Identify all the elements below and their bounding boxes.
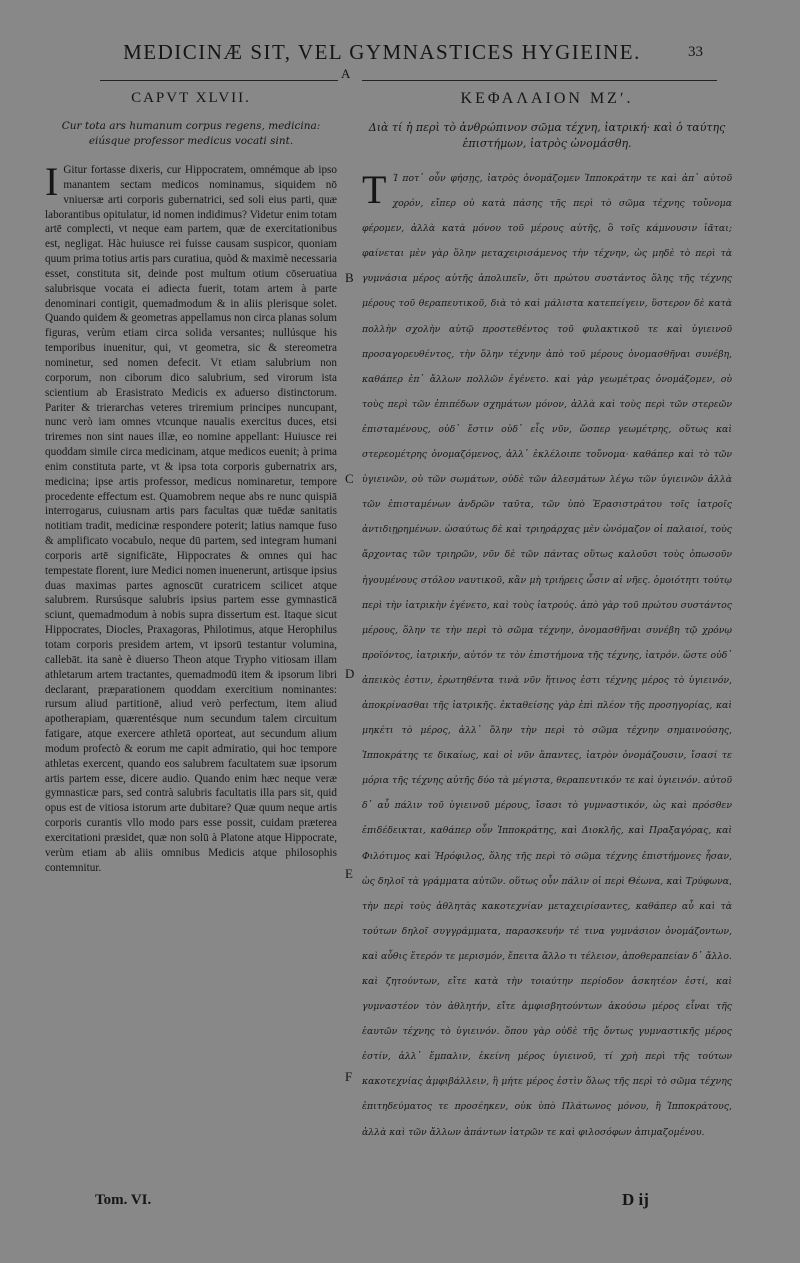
page-number: 33 <box>688 44 703 60</box>
greek-chapter-summary: Διὰ τί ἡ περὶ τὸ ἀνθρώπινον σῶμα τέχνη, ἰατρική· καὶ ὁ ταύτης ἐπιστήμων, ἰατρὸς ὠνομάσθη. <box>368 121 726 150</box>
margin-marker-a: A <box>341 66 351 81</box>
running-head: MEDICINÆ SIT, VEL GYMNASTICES HYGIEINE. <box>123 40 641 64</box>
latin-column <box>45 90 337 876</box>
header-rule-left <box>100 80 338 81</box>
latin-drop-capital: I <box>45 159 59 204</box>
latin-chapter-summary: Cur tota ars humanum corpus regens, medicina: eiúsque professor medicus vocati sint. <box>61 120 321 147</box>
latin-chapter-heading: CAPVT XLVII. <box>131 90 251 106</box>
latin-paragraph: Gitur fortasse dixeris, cur Hippocratem, omnémque ab ipso manantem sectam medicos nominamus, siquidem nō vniuersæ arti corporis gubernatrici, sed soli eius parti, quæ laborantibus opitulatur, id nomen indidimus? Videtur enim totam artē complecti, vt neque eam partem, quæ de exercitationibus est, negligat. Hàc huiusce rei fuisse causam suspicor, quoniam quum prima totius artis pars curatiua, quòd & maximè necessaria esset, constituta sit, deinde post multum otium cōseruatiua salubrisque vocata ei adiecta fuerit, totam artem à parte denominari contigit, quemadmodum & in aliis plerisque solet. Quando quidem & geometras appellamus non circa planas solum figuras, verùm etiam circa solida versantes; nullúsque his temporibus inuenitur, qui, vt geometra, sic & stereometra nominetur, sed nomen defecit. Vt etiam salubrium non corporum, non ciborum dico salubrium, sed virorum ista scientium ab Erasistrato Medicis ex aduerso distinctorum. Pariter & trierarchas veteres triremium principes nuncupant, nunc verò iam omnes vtcunque naualis exercitus duces, etsi triremes non sint naues illæ, eo nomine appellant: Huiusce rei quoddam simile circa medicinam, atque medicos euenit; à prima enim constituta parte, vt & ipsa tota corporis gubernatrix ars, medicina; ipse artis professor, medicus nominaretur, tempore procedente effectum est. Quamobrem neque abs re nunc quispiā interrogarus, cuiusnam artis pars facultas quæ tuēdæ sanitatis notitiam tradit, medicinæ respondere poterit; latius namque fuso & amplificato vocabulo, neque dū partem, sed integram humani corporis artē significāte, Hippocrates & omnes qui hac tempestate florent, iure Medici nomen inuenerunt, artisque ipsius duas maximas partes agnoscūt curatricem scilicet atque salubrem. Rursúsque salubris ipsius partem esse gymnasticā sciunt, quemadmodum à nobis supra dissertum est. Itaque sicut Hippocrates, Diocles, Praxagoras, Philotimus, atque Herophilus totam corporis presidem artem, vt ipsorū testantur volumina, callebāt. ita sanè è diuerso Theon atque Trypho vitiosam illam athletarum artem tractantes, quemadmodū item & ipsorum libri declarant, præparationem quoddam exercitium nominantes: rursum aliud partitionē, aliud verò perfectum, item aliud apotherapiam, quærentésque num secundum talem circuitum fatigare, atque exercere athletā oporteat, aut secundum alium modum profectò & eorum me capit admiratio, qui hoc tempore athletas exercent, quando eos salubrem facultatem suæ ipsorum artis partem esse, dicere audio. Quando enim hæc neque veræ gymnasticæ pars, sed contrà salubris facultatis illa pars sit, quid opus est de vitiosa istorum arte dubitare? Quæ quum neque artis corporis curantis vllo modo pars esse possit, cuidam præterea exercitationi præsidet, quæ non solū à Platone atque Hippocrate, verùm etiam ab aliis omnibus Medicis atque philosophis contemnitur. <box>45 164 337 874</box>
header-rule-right <box>362 80 717 81</box>
greek-drop-capital: Τ <box>362 167 387 212</box>
greek-body-text <box>362 166 732 1145</box>
margin-marker-e: E <box>345 866 353 881</box>
volume-label: Tom. VI. <box>95 1192 152 1208</box>
margin-marker-c: C <box>345 471 354 486</box>
margin-marker-b: B <box>345 270 354 285</box>
margin-marker-f: F <box>345 1069 353 1084</box>
greek-column <box>362 90 732 1145</box>
latin-body-text <box>45 159 337 876</box>
greek-paragraph: Ί ποτ᾽ οὖν φήσῃς, ἰατρὸς ὀνομάζομεν Ἱπποκράτην τε καὶ ἀπ᾽ αὐτοῦ χορόν, εἴπερ οὐ κατὰ πάσης τῆς περὶ τὸ σῶμα τέχνης τοὔνομα φέρομεν, ἀλλὰ κατὰ μόνου τοῦ μέρους αὐτῆς, ὃ τοῖς κάμνουσιν ἰᾶται; φαίνεται μὲν γὰρ ὅλην μεταχειρισάμενος τὴν τέχνην, ὡς μηδὲ τὸ περὶ τὰ γυμνάσια μέρος αὐτῆς ἀπολιπεῖν, ὅτι πρώτου συστάντος ὅλης τῆς τέχνης μέρους τοῦ θεραπευτικοῦ, διὰ τὸ καὶ μάλιστα κατεπείγειν, ὕστερον δὲ κατὰ πολλὴν σχολὴν αὐτῷ προστεθέντος τοῦ φυλακτικοῦ τε καὶ ὑγιεινοῦ προσαγορευθέντος, τὴν ὅλην τέχνην ἀπὸ τοῦ μέρους ὀνομασθῆναι συνέβη, καθάπερ ἐπ᾽ ἄλλων πολλῶν ἐγένετο. καὶ γὰρ γεωμέτρας ὀνομάζομεν, οὐ τοὺς περὶ τῶν ἐπιπέδων σχημάτων μόνον, ἀλλὰ καὶ τοὺς περὶ τῶν στερεῶν ἐπισταμένους, οὐδ᾽ ἔστιν οὐδ᾽ εἷς νῦν, ὥσπερ γεωμέτρης, οὕτως καὶ στερεομέτρης ὀνομαζόμενος, ἀλλ᾽ ἐκλέλοιπε τοὔνομα· καθάπερ καὶ τὸ τῶν ὑγιεινῶν, οὐ τῶν σωμάτων, οὐδὲ τῶν ἀλεσμάτων λέγω τῶν ὑγιεινῶν ἀλλὰ τῶν ἐπισταμένων ἀνδρῶν ταῦτα, τῶν ὑπὸ Ἐρασιστράτου τοῖς ἰατροῖς ἀντιδιῃρημένων. ὡσαύτως δὲ καὶ τριηράρχας μὲν ὠνόμαζον οἱ παλαιοί, τοὺς ἄρχοντας τῶν τριηρῶν, νῦν δὲ τῶν πάντας οὕτως καλοῦσι τοὺς ὁπωσοῦν ἡγουμένους στόλου ναυτικοῦ, κἂν μὴ τριήρεις ὦσιν αἱ νῆες. ὁμοιότητι τούτῳ περὶ τὴν ἰατρικὴν ἐγένετο, καὶ τοὺς ἰατρούς. ἀπὸ γὰρ τοῦ πρώτου συστάντος μέρους, ὅλην τε τὴν περὶ τὸ σῶμα τέχνην, ὀνομασθῆναι συνέβη τῷ χρόνῳ προϊόντος, ἰατρικήν, αὐτόν τε τὸν ἐπιστήμονα τῆς τέχνης, ἰατρόν. ὥστε οὐδ᾽ ἀπεικὸς ἐστιν, ἐρωτηθέντα τινὰ νῦν ἥτινος ἐστι τέχνης μέρος τὸ ὑγιεινόν, ἀποκρίνασθαι τῆς ἰατρικῆς. ἐκταθείσης γὰρ ἐπὶ πλέον τῆς προσηγορίας, καὶ μηκέτι τὸ μέρος, ἀλλ᾽ ὅλην τὴν περὶ τὸ σῶμα τέχνην σημαινούσης, Ἱπποκράτης τε δικαίως, καὶ οἱ νῦν ἅπαντες, ἰατρὸν ὀνομάζουσιν, ἴσασί τε μόρια τῆς τέχνης αὐτῆς δύο τὰ μέγιστα, θεραπευτικόν τε καὶ ὑγιεινόν. αὐτοῦ δ᾽ αὖ πάλιν τοῦ ὑγιεινοῦ μέρους, ἴσασι τὸ γυμναστικόν, ὡς καὶ πρόσθεν ἐπιδέδεικται, καθάπερ οὖν Ἱπποκράτης, καὶ Διοκλῆς, καὶ Πραξαγόρας, καὶ Φιλότιμος καὶ Ἡρόφιλος, ὅλης τῆς περὶ τὸ σῶμα τέχνης ἐπιστήμονες ἦσαν, ὡς δηλοῖ τὰ γράμματα αὐτῶν. οὕτως οὖν πάλιν οἱ περὶ Θέωνα, καὶ Τρύφωνα, τὴν περὶ τοὺς ἀθλητὰς κακοτεχνίαν μεταχειρίσαντες, καθάπερ αὖ καὶ τὰ τούτων δηλοῖ συγγράμματα, παρασκευήν τέ τινα γυμνάσιον ὀνομάζοντων, καὶ αὖθις ἕτερόν τε μερισμόν, ἔπειτα ἄλλο τι τέλειον, ἀποθεραπείαν δ᾽ ἄλλο. καὶ ζητούντων, εἴτε κατὰ τὴν τοιαύτην περίοδον ἀσκητέον ἐστί, καὶ γυμναστέον τὸν ἀθλητήν, εἴτε ἀμφισβητούντων ἀκούσω μέρος εἶναι τῆς ἑαυτῶν τέχνης τὸ ὑγιεινόν. ὅπου γὰρ οὐδὲ τῆς ὄντως γυμναστικῆς μέρος ἐστίν, ἀλλ᾽ ἔμπαλιν, ἐκείνη μέρος ὑγιεινοῦ, τί χρὴ περὶ τῆς τούτων κακοτεχνίας ἀμφιβάλλειν, ἣ μήτε μέρος ἐστὶν ὅλως τῆς περὶ τὸ σῶμα τέχνης ἐπιτηδεύματος τε προσέηκεν, οὐκ ὑπὸ Πλάτωνος μόνου, ἢ Ἱπποκράτους, ἀλλὰ καὶ τῶν ἄλλων ἁπάντων ἰατρῶν τε καὶ φιλοσόφων ἀπιμαζομένου. <box>362 173 732 1138</box>
greek-chapter-heading: ΚΕΦΑΛΑΙΟΝ ΜΖʹ. <box>460 90 634 107</box>
margin-marker-d: D <box>345 666 355 681</box>
signature-mark: D ij <box>622 1190 649 1209</box>
